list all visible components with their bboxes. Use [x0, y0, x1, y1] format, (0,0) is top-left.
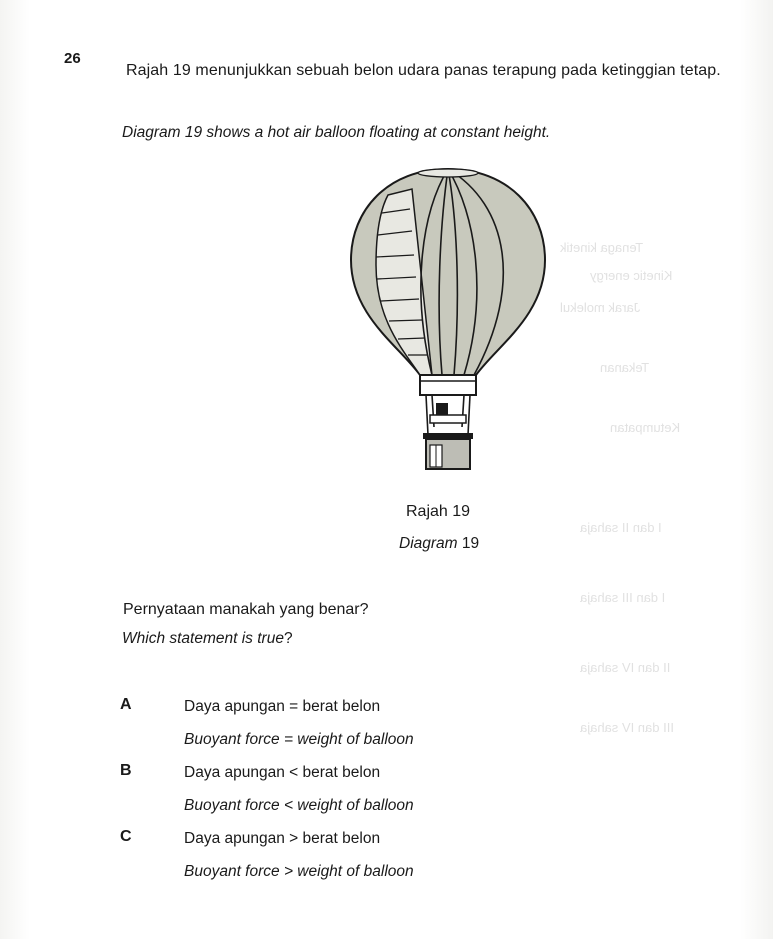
caption-word: Diagram	[399, 535, 458, 552]
diagram-caption-english	[399, 535, 479, 553]
exam-page: Tenaga kinetik Kinetic energy Jarak molekul Tekanan Ketumpatan I dan II sahaja I dan III sahaja II dan IV sahaja III dan IV sahaja 26 Rajah 19 menunjukkan sebuah belon udara panas terapung pada ketinggian tetap. Diagram 19 shows a hot air balloon floating at constant height. Rajah 19 Diagram 19 Pernyataan manakah yang benar? Which statement is true? A Daya apungan = berat belon Buoyant force = weight of balloon B Daya apungan < berat belon Buoyant force < weight of balloon C Daya apungan > berat belon Buoyant force > weight of balloon	[0, 0, 773, 939]
caption-number: 19	[461, 535, 480, 552]
option-letter: C	[120, 828, 132, 845]
prompt-english	[122, 630, 293, 648]
option-text-english: Buoyant force = weight of balloon	[184, 731, 414, 748]
option-text-malay: Daya apungan < berat belon	[184, 764, 381, 781]
prompt-english-text: Which statement is true	[122, 630, 284, 647]
question-number: 26	[64, 50, 81, 67]
option-text-malay: Daya apungan > berat belon	[184, 830, 381, 847]
crown-vent	[418, 169, 478, 177]
balloon-skirt	[420, 375, 476, 395]
option-text-malay: Daya apungan = berat belon	[184, 698, 381, 715]
option-text-english: Buoyant force > weight of balloon	[184, 863, 414, 880]
hot-air-balloon-diagram	[348, 165, 548, 477]
option-letter: B	[120, 762, 132, 779]
option-letter: A	[120, 696, 132, 713]
question-stem-malay: Rajah 19 menunjukkan sebuah belon udara panas terapung pada ketinggian tetap.	[126, 62, 721, 79]
prompt-question-mark: ?	[283, 630, 293, 647]
option-text-english: Buoyant force < weight of balloon	[184, 797, 414, 814]
diagram-caption-malay: Rajah 19	[406, 503, 471, 520]
question-stem-english: Diagram 19 shows a hot air balloon floating at constant height.	[122, 124, 551, 141]
prompt-malay: Pernyataan manakah yang benar?	[123, 601, 369, 618]
